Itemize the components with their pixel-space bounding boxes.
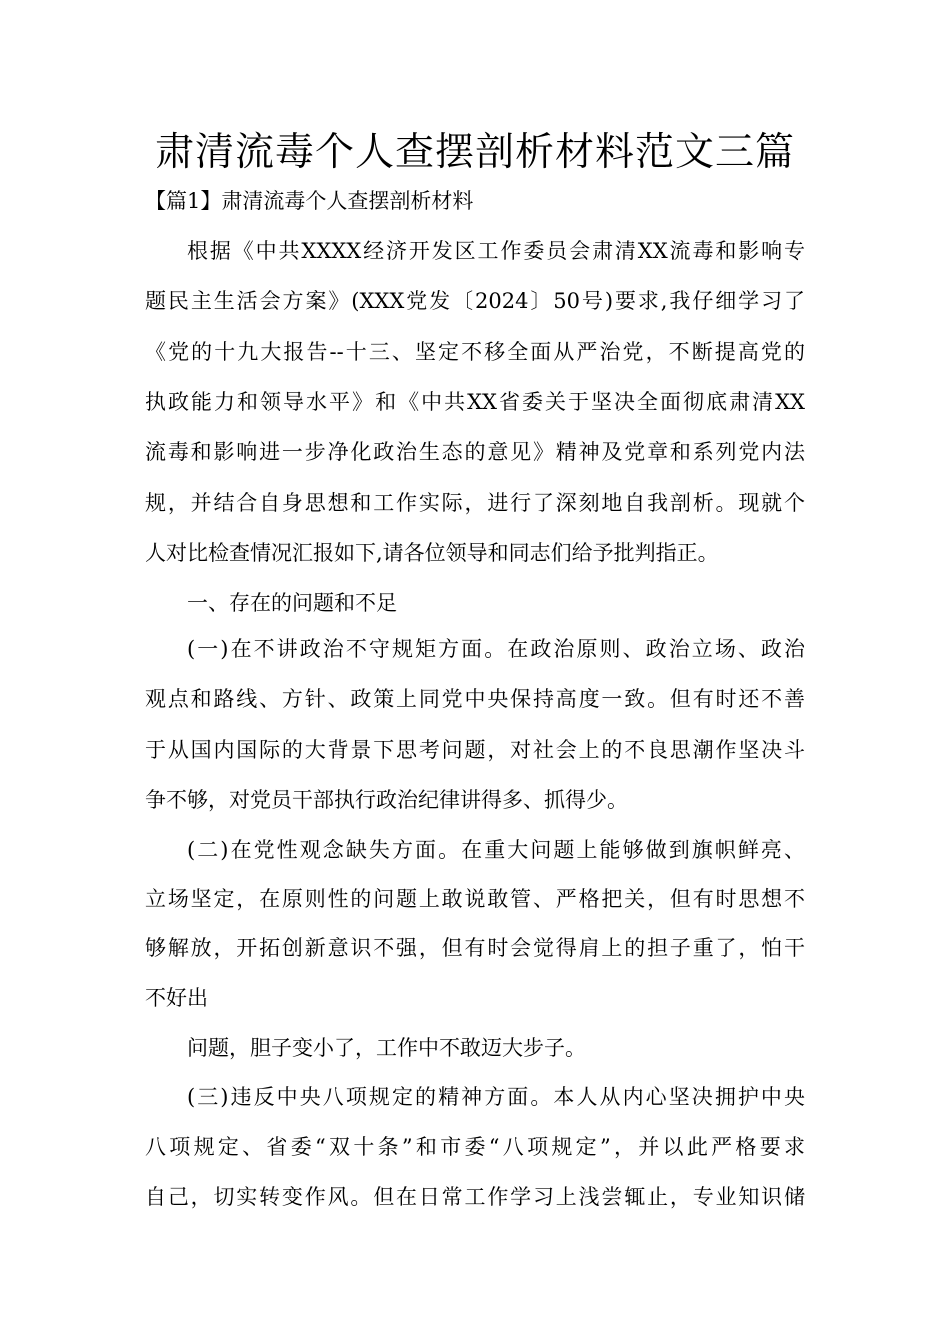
paragraph-line: (三)违反中央八项规定的精神方面。本人从内心坚决拥护中央 [187, 1085, 805, 1109]
paragraph-line: 观点和路线、方针、政策上同党中央保持高度一致。但有时还不善 [145, 687, 805, 711]
paragraph-line: 《党的十九大报告--十三、坚定不移全面从严治党，不断提高党的 [145, 340, 805, 364]
document-title: 肃清流毒个人查摆剖析材料范文三篇 [154, 130, 795, 175]
paragraph-line: 八项规定、省委“双十条”和市委“八项规定”，并以此严格要求 [145, 1135, 805, 1159]
paragraph-line: 问题，胆子变小了，工作中不敢迈大步子。 [187, 1036, 586, 1060]
paragraph-line: 根据《中共XXXX经济开发区工作委员会肃清XX流毒和影响专 [187, 239, 805, 263]
section-heading: 【篇1】肃清流毒个人查摆剖析材料 [145, 189, 474, 213]
paragraph-line: 流毒和影响进一步净化政治生态的意见》精神及党章和系列党内法 [145, 440, 805, 464]
paragraph-line: 执政能力和领导水平》和《中共XX省委关于坚决全面彻底肃清XX [145, 390, 805, 414]
paragraph-line: (一)在不讲政治不守规矩方面。在政治原则、政治立场、政治 [187, 637, 805, 661]
paragraph-line: 不好出 [145, 986, 208, 1010]
paragraph-line: 够解放，开拓创新意识不强，但有时会觉得肩上的担子重了，怕干 [145, 936, 805, 960]
paragraph-line: 于从国内国际的大背景下思考问题，对社会上的不良思潮作坚决斗 [145, 738, 805, 762]
paragraph-line: 规，并结合自身思想和工作实际，进行了深刻地自我剖析。现就个 [145, 491, 805, 515]
paragraph-line: 立场坚定，在原则性的问题上敢说敢管、严格把关，但有时思想不 [145, 887, 805, 911]
paragraph-line: 人对比检查情况汇报如下,请各位领导和同志们给予批判指正。 [145, 541, 719, 565]
paragraph-line: 题民主生活会方案》(XXX党发〔2024〕50号)要求,我仔细学习了 [145, 289, 805, 313]
paragraph-line: 争不够，对党员干部执行政治纪律讲得多、抓得少。 [145, 788, 628, 812]
subheading-line: 一、存在的问题和不足 [187, 591, 397, 615]
paragraph-line: (二)在党性观念缺失方面。在重大问题上能够做到旗帜鲜亮、 [187, 838, 805, 862]
paragraph-line: 自己，切实转变作风。但在日常工作学习上浅尝辄止，专业知识储 [145, 1185, 805, 1209]
